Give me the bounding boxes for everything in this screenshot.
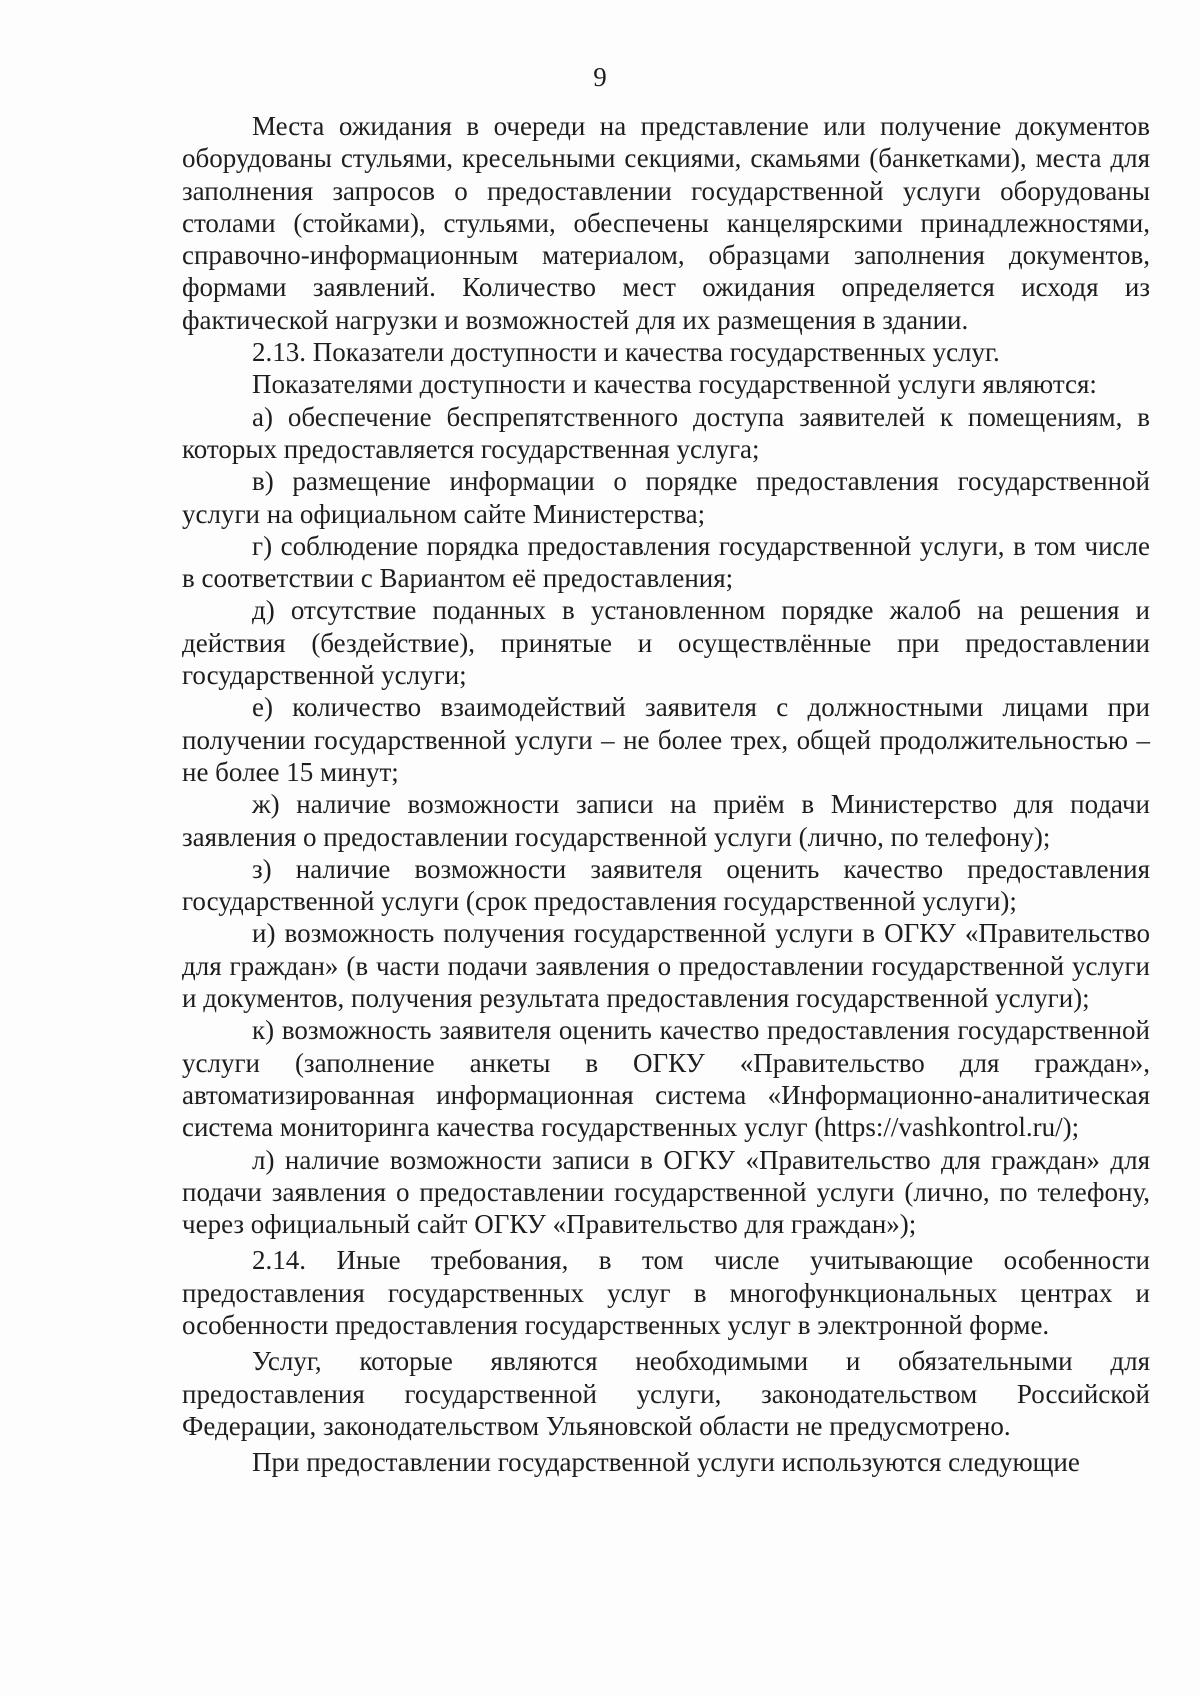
paragraph-required-services: Услуг, которые являются необходимыми и обязательными для предоставления государственной услуги, законодательством Российской Федерации, законодательством Ульяновской области не предусмотрено. xyxy=(182,1346,1150,1441)
paragraph-section-2-14: 2.14. Иные требования, в том числе учитывающие особенности предоставления государственных услуг в многофункциональных центрах и особенности предоставления государственных услуг в электронной форме. xyxy=(182,1245,1150,1340)
paragraph-indicators-intro: Показателями доступности и качества государственной услуги являются: xyxy=(252,369,1097,400)
paragraph-section-2-13: 2.13. Показатели доступности и качества государственных услуг. xyxy=(252,337,1000,368)
paragraph-item-k: к) возможность заявителя оценить качество предоставления государственной услуги (заполнение анкеты в ОГКУ «Правительство для граждан», автоматизированная информационная система «Информационно-аналитическая система мониторинга качества государственных услуг (https://vashkontrol.ru/); xyxy=(182,1015,1150,1143)
paragraph-item-e: е) количество взаимодействий заявителя с должностными лицами при получении государственной услуги – не более трех, общей продолжительностью – не более 15 минут; xyxy=(182,692,1150,787)
paragraph-item-a: а) обеспечение беспрепятственного доступа заявителей к помещениям, в которых предоставляется государственная услуга; xyxy=(182,401,1150,464)
paragraph-item-z: з) наличие возможности заявителя оценить качество предоставления государственной услуги (срок предоставления государственной услуги); xyxy=(182,853,1150,917)
document-body xyxy=(182,110,1150,1478)
paragraph-item-i: и) возможность получения государственной услуги в ОГКУ «Правительство для граждан» (в части подачи заявления о предоставлении государственной услуги и документов, получения результата предоставления государственной услуги); xyxy=(182,918,1150,1014)
paragraph-item-v: в) размещение информации о порядке предоставления государственной услуги на официальном сайте Министерства; xyxy=(182,466,1150,529)
paragraph-item-g: г) соблюдение порядка предоставления государственной услуги, в том числе в соответствии с Вариантом её предоставления; xyxy=(182,530,1150,594)
page-number: 9 xyxy=(593,62,607,92)
paragraph-item-zh: ж) наличие возможности записи на приём в Министерство для подачи заявления о предоставлении государственной услуги (лично, по телефону); xyxy=(182,789,1150,852)
paragraph-waiting-areas: Места ожидания в очереди на представление или получение документов оборудованы стульями, кресельными секциями, скамьями (банкетками), места для заполнения запросов о предоставлении государственной услуги оборудованы столами (стойками), стульями, обеспечены канцелярскими принадлежностями, справочно-информационным материалом, образцами заполнения документов, формами заявлений. Количество мест ожидания определяется исходя из фактической нагрузки и возможностей для их размещения в здании. xyxy=(182,111,1150,335)
paragraph-item-l: л) наличие возможности записи в ОГКУ «Правительство для граждан» для подачи заявления о предоставлении государственной услуги (лично, по телефону, через официальный сайт ОГКУ «Правительство для граждан»); xyxy=(182,1144,1150,1240)
paragraph-following: При предоставлении государственной услуги используются следующие xyxy=(252,1447,1080,1478)
paragraph-item-d: д) отсутствие поданных в установленном порядке жалоб на решения и действия (бездействие), принятые и осуществлённые при предоставлении государственной услуги; xyxy=(182,595,1150,691)
